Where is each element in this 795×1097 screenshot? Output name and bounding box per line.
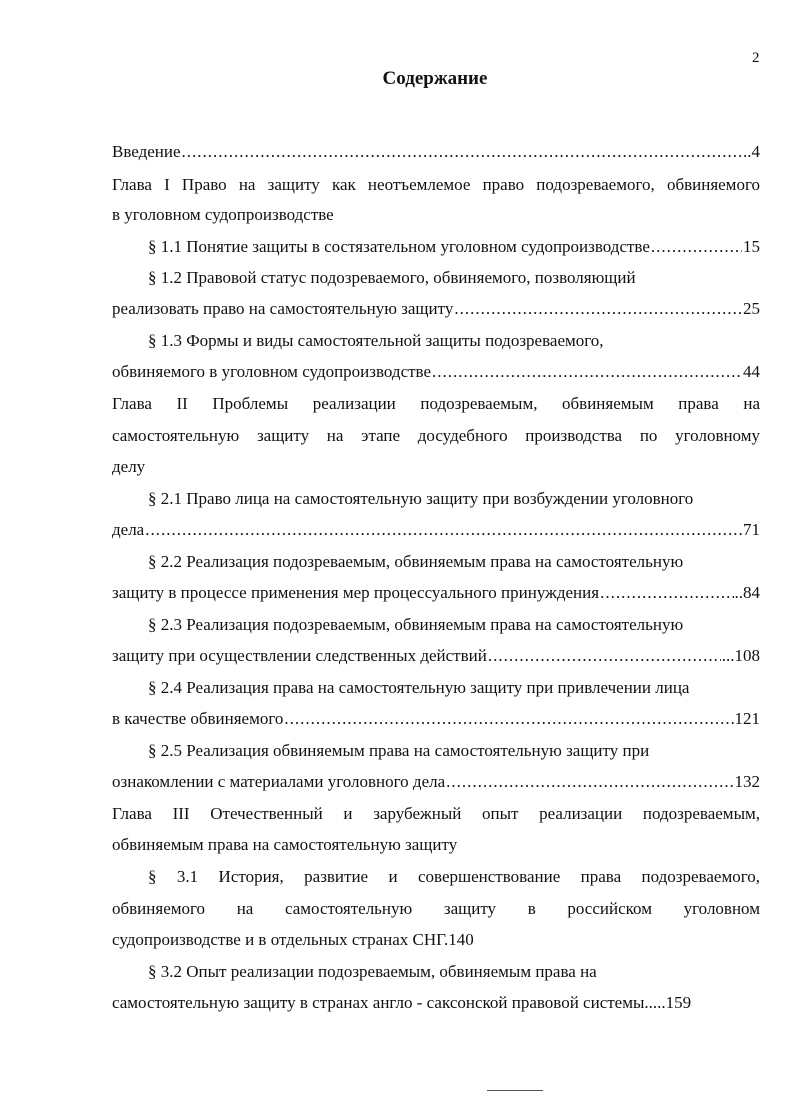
toc-chapter-1-line-2: в уголовном судопроизводстве: [112, 205, 334, 224]
toc-page-number: 25: [743, 299, 760, 318]
toc-page-number: 44: [743, 362, 760, 381]
toc-entry-2-3-line-1: § 2.3 Реализация подозреваемым, обвиняемым права на самостоятельную: [148, 615, 684, 634]
toc-entry-3-1-line-1: § 3.1 История, развитие и совершенствование права подозреваемого,: [148, 867, 760, 886]
toc-entry-title: ознакомлении с материалами уголовного дела: [112, 772, 446, 791]
toc-chapter-1-line-1: Глава I Право на защиту как неотъемлемое право подозреваемого, обвиняемого: [112, 175, 760, 194]
page-number: 2: [752, 50, 760, 66]
toc-entry-1-2: [112, 299, 760, 319]
page-title: Содержание: [382, 68, 488, 89]
toc-leader-dots: [454, 299, 742, 319]
toc-entry-1-2-line-1: § 1.2 Правовой статус подозреваемого, обвиняемого, позволяющий: [148, 268, 636, 287]
toc-leader-dots: [145, 520, 742, 540]
bottom-rule: [487, 1090, 543, 1091]
toc-page-number: 121: [734, 709, 760, 728]
toc-entry-1-3: [112, 362, 760, 382]
toc-entry-title: дела: [112, 520, 145, 539]
toc-entry-2-4-line-1: § 2.4 Реализация права на самостоятельную защиту при привлечении лица: [148, 678, 690, 697]
toc-entry-2-3: [112, 646, 760, 666]
toc-entry-2-5: [112, 772, 760, 792]
toc-entry-title: обвиняемого в уголовном судопроизводстве: [112, 362, 432, 381]
toc-entry-title: § 1.1 Понятие защиты в состязательном уголовном судопроизводстве: [148, 237, 650, 256]
toc-leader-dots: [284, 709, 733, 729]
toc-entry-title: Введение: [112, 142, 181, 161]
toc-leader-dots: [446, 772, 733, 792]
toc-leader-dots: [432, 362, 742, 382]
toc-entry-2-2-line-1: § 2.2 Реализация подозреваемым, обвиняемым права на самостоятельную: [148, 552, 684, 571]
toc-chapter-3-line-2: обвиняемым права на самостоятельную защиту: [112, 835, 458, 854]
toc-leader-dots: [488, 646, 721, 666]
toc-chapter-3-line-1: Глава III Отечественный и зарубежный опыт реализации подозреваемым,: [112, 804, 760, 823]
toc-entry-2-1-line-1: § 2.1 Право лица на самостоятельную защиту при возбуждении уголовного: [148, 489, 694, 508]
toc-entry-2-5-line-1: § 2.5 Реализация обвиняемым права на самостоятельную защиту при: [148, 741, 650, 760]
toc-entry-title: в качестве обвиняемого: [112, 709, 284, 728]
toc-page-number: 71: [743, 520, 760, 539]
toc-page-number: ..84: [734, 583, 760, 602]
toc-chapter-2-line-1: Глава II Проблемы реализации подозреваемым, обвиняемым права на: [112, 394, 760, 413]
toc-entry-title: защиту при осуществлении следственных действий: [112, 646, 487, 665]
toc-leader-dots: [182, 142, 742, 162]
toc-leader-dots: [651, 237, 742, 257]
toc-page-number: 15: [743, 237, 760, 256]
toc-page-number: 132: [734, 772, 760, 791]
toc-entry-3-1-line-2: обвиняемого на самостоятельную защиту в российском уголовном: [112, 899, 760, 918]
toc-entry-intro: [112, 142, 760, 162]
toc-page-number: ...108: [721, 646, 760, 665]
toc-entry-3-1-line-3: судопроизводстве и в отдельных странах СНГ.140: [112, 930, 474, 949]
toc-entry-title: реализовать право на самостоятельную защиту: [112, 299, 454, 318]
toc-page-number: ..4: [743, 142, 760, 161]
toc-entry-title: защиту в процессе применения мер процессуального принуждения: [112, 583, 600, 602]
toc-chapter-2-line-2: самостоятельную защиту на этапе досудебного производства по уголовному: [112, 426, 760, 445]
toc-entry-3-2-line-1: § 3.2 Опыт реализации подозреваемым, обвиняемым права на: [148, 962, 597, 981]
toc-chapter-2-line-3: делу: [112, 457, 146, 476]
toc-entry-1-3-line-1: § 1.3 Формы и виды самостоятельной защиты подозреваемого,: [148, 331, 604, 350]
toc-entry-3-2-line-2: самостоятельную защиту в странах англо - саксонской правовой системы.....159: [112, 993, 692, 1012]
toc-entry-2-4: [112, 709, 760, 729]
toc-entry-2-2: [112, 583, 760, 603]
toc-entry-2-1: [112, 520, 760, 540]
toc-entry-1-1: [148, 237, 760, 257]
toc-leader-dots: [600, 583, 733, 603]
